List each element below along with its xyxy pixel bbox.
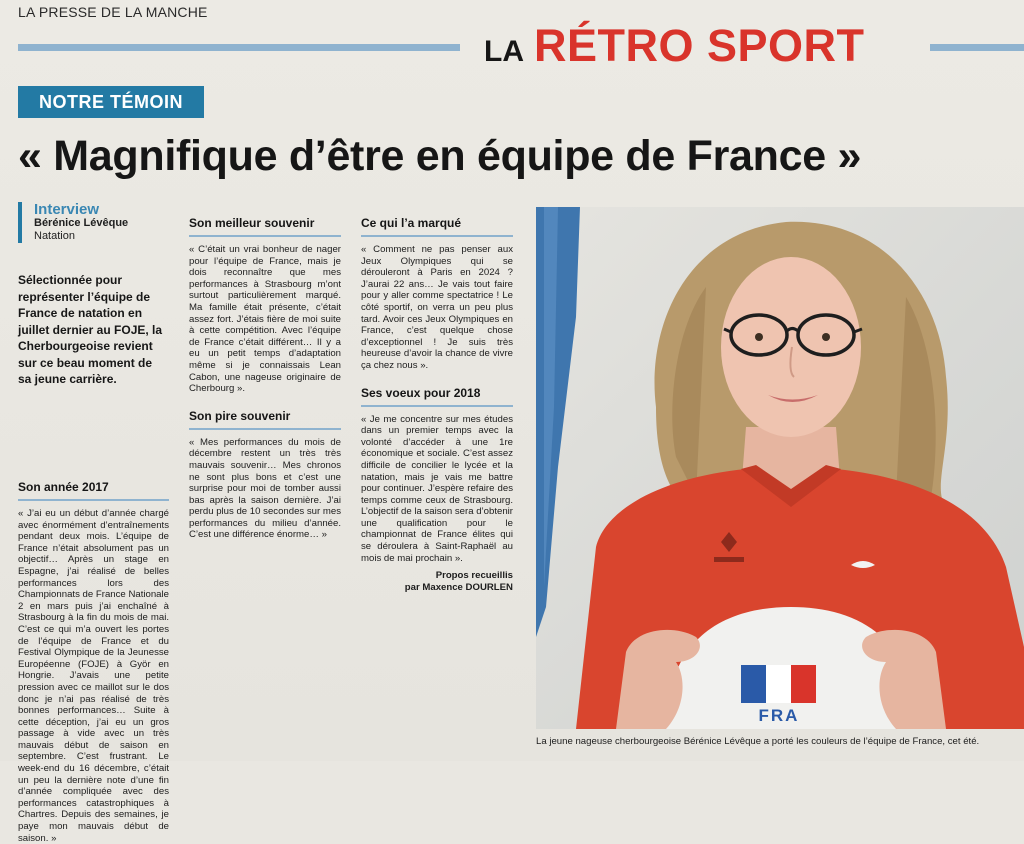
article-column-3 — [361, 202, 513, 593]
section-heading: Ce qui l’a marqué — [361, 216, 513, 237]
kicker-badge: NOTRE TÉMOIN — [18, 86, 204, 118]
intro-paragraph: Sélectionnée pour représenter l’équipe de France de natation en juillet dernier au FOJE, la Cherbourgeoise revient sur ce beau moment de sa jeune carrière. — [18, 273, 163, 386]
section-heading: Son année 2017 — [18, 480, 169, 501]
author-name: Bérénice Lévêque — [34, 217, 129, 229]
portrait-photo — [536, 207, 1024, 729]
section-title-la: LA — [484, 35, 524, 68]
section-body: « C’était un vrai bonheur de nager pour l’équipe de France, mais je dois reconnaître que mes performances à Strasbourg m’ont surtout particulièrement marqué. Ma famille était présente, c’était assez fort. J’étais fière de moi suite à cette compétition. Avec l’équipe de France c’était différent… Il y a eu un petit temps d’adaptation même si je connaissais Lean Cabon, une nageuse originaire de Cherbourg ». — [189, 244, 341, 395]
masthead: LA PRESSE DE LA MANCHE — [18, 4, 208, 20]
byline-block — [18, 202, 128, 243]
article-column-1 — [18, 480, 169, 844]
section-body: « J’ai eu un début d’année chargé avec énormément d’entraînements pendant deux mois. L’équipe de France n’était absolument pas un objectif… Après un stage en Espagne, j’ai réalisé de belles performances lors des Championnats de France Nationale 2 en mars puis j’ai enchaîné à Strasbourg à la fin du mois de mai. C’est ce qui m’a ouvert les portes de l’équipe de France et du Festival Olympique de la Jeunesse Européenne (FOJE) à Györ en Hongrie. J’avais une petite pression avec ce maillot sur le dos donc je n’ai pas réalisé de très bonnes performances… Suite à cette déception, j’ai eu un gros passage à vide avec un très mauvais début de saison en septembre. C’est frustrant. Le week-end du 16 décembre, c’était un peu la dernière note d’une fin d’année compliquée avec des performances catastrophiques à Chartres. Depuis des semaines, je paye mon mauvais début de saison. » — [18, 508, 169, 844]
photo-caption: La jeune nageuse cherbourgeoise Bérénice Lévêque a porté les couleurs de l’équipe de France, cet été. — [536, 736, 980, 747]
header-rule-right — [930, 44, 1024, 51]
topic-label: Natation — [34, 230, 75, 242]
section-heading: Son pire souvenir — [189, 409, 341, 430]
signature-line-1: Propos recueillis — [435, 570, 513, 582]
section-title-retro-sport: RÉTRO SPORT — [534, 20, 865, 71]
article-column-2 — [189, 202, 341, 541]
portrait-illustration — [536, 207, 1024, 729]
section-body: « Mes performances du mois de décembre restent un très très mauvais souvenir… Mes chronos ne sont plus bons et c’est une surprise pour moi de tomber aussi bas après la saison dernière. J’ai perdu plus de 10 secondes sur mes performances du milieu d’année. C’est une différence énorme… » — [189, 436, 341, 541]
header-rule-left — [18, 44, 460, 51]
section-title — [484, 22, 865, 81]
section-body: « Je me concentre sur mes études dans un premier temps avec la volonté d’accéder à une 1re économique et sociale. C’est assez difficile de concilier le lycée et la natation, mais je vais me battre pour continuer. J’espère refaire des temps comme ceux de Strasbourg. L’objectif de la saison sera d’obtenir une qualification pour le championnat de France élites qui se déroulera à Saint-Raphaël au mois de mai prochain ». — [361, 413, 513, 564]
section-heading: Son meilleur souvenir — [189, 216, 341, 237]
interview-label: Interview — [34, 201, 100, 218]
section-heading: Ses voeux pour 2018 — [361, 386, 513, 407]
section-body: « Comment ne pas penser aux Jeux Olympiques qui se dérouleront à Paris en 2024 ? J’aurai 22 ans… Je vais tout faire pour y aller comme spectatrice ! Le côté sportif, on verra un peu plus tard. Avoir ces Jeux Olympiques en France, c’est quelque chose d’exceptionnel ! Je suis très heureuse d’avoir la chance de vivre ça chez nous ». — [361, 244, 513, 371]
signature — [361, 570, 513, 593]
headline: « Magnifique d’être en équipe de France » — [18, 132, 862, 180]
shirt-fra-text: FRA — [758, 706, 800, 725]
signature-line-2: par Maxence DOURLEN — [404, 581, 513, 593]
